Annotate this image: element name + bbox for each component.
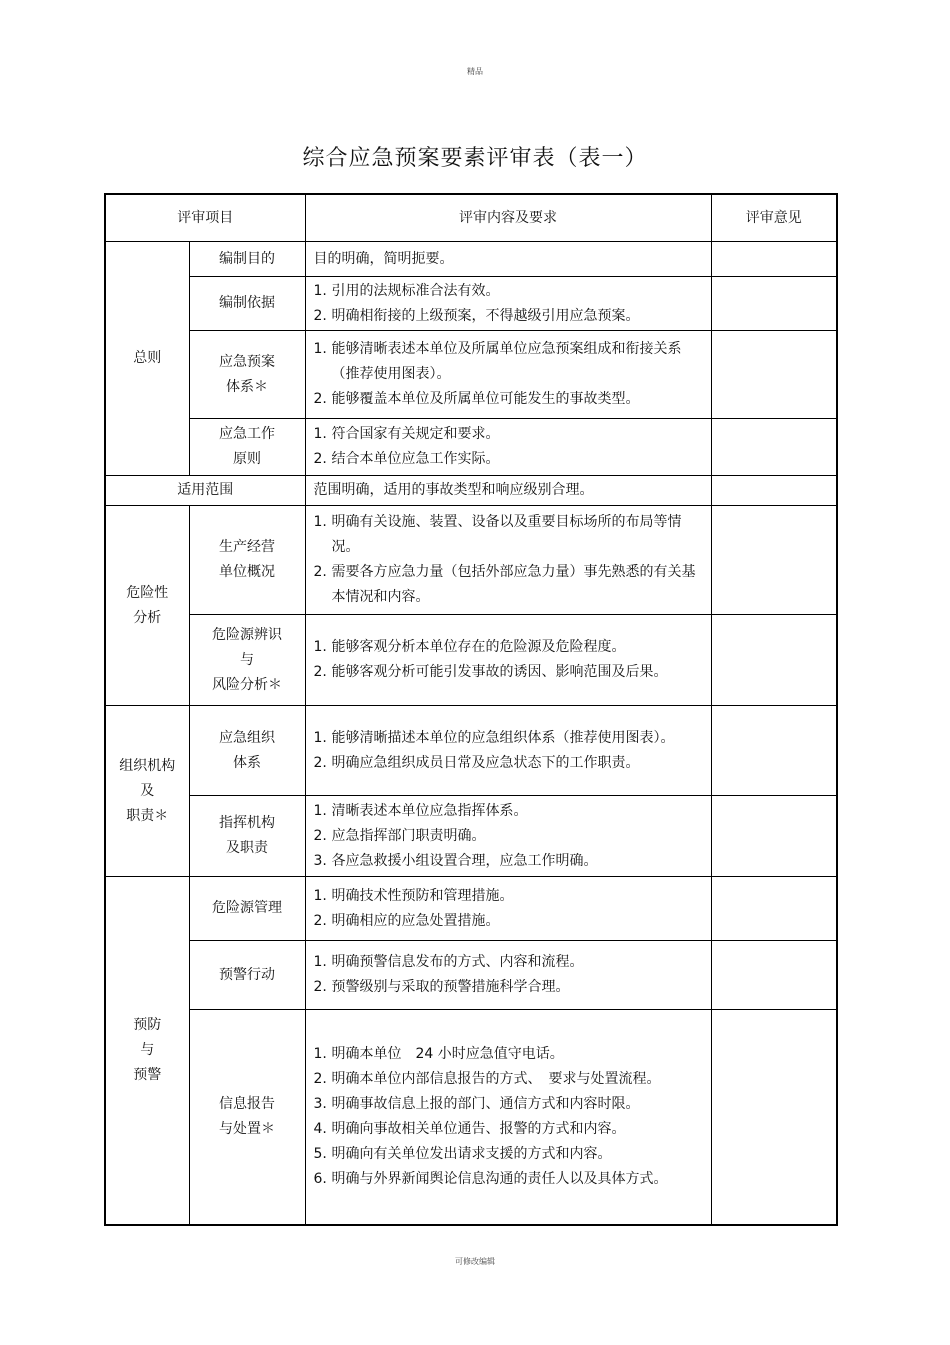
review-content [305,615,711,706]
item-number: 2. [313,1070,327,1087]
sub-item-name: 应急组织 体系 [189,706,305,796]
group-name: 组织机构 及 职责＊ [105,706,189,877]
requirement-item [314,304,703,329]
review-content [305,1010,711,1225]
table-row [105,331,837,419]
sub-item-name: 编制目的 [189,242,305,277]
review-opinion-cell [711,941,837,1010]
table-row [105,706,837,796]
item-number: 1. [313,639,327,655]
item-text: 明确技术性预防和管理措施。 [331,887,514,904]
item-text: 明确相衔接的上级预案，不得越级引用应急预案。 [331,307,640,324]
item-number: 2. [313,451,327,467]
item-number: 1. [313,514,327,530]
item-text: 需要各方应急力量（包括外部应急力量）事先熟悉的有关基本情况和内容。 [331,564,696,605]
sub-item-name: 信息报告 与处置＊ [189,1010,305,1225]
review-opinion-cell [711,706,837,796]
item-text: 结合本单位应急工作实际。 [331,451,500,467]
requirement-item [314,1117,703,1142]
requirement-item [314,975,703,1000]
requirement-item [314,447,703,472]
requirement-item [314,660,703,685]
table-row [105,941,837,1010]
review-content [305,331,711,419]
sub-item-name: 预警行动 [189,941,305,1010]
group-name: 预防 与 预警 [105,877,189,1225]
item-number: 1. [313,954,327,970]
sub-item-name: 生产经营 单位概况 [189,506,305,615]
item-text: 明确本单位 24 小时应急值守电话。 [331,1045,564,1062]
item-number: 2. [313,307,327,324]
review-content [305,706,711,796]
review-opinion-cell [711,242,837,277]
table-header-row [105,194,837,242]
group-name: 危险性 分析 [105,506,189,706]
table-row [105,506,837,615]
item-text: 明确预警信息发布的方式、内容和流程。 [331,954,584,970]
review-content: 目的明确，简明扼要。 [305,242,711,277]
item-text: 能够清晰表述本单位及所属单位应急预案组成和衔接关系（推荐使用图表）。 [331,341,682,382]
item-text: 明确应急组织成员日常及应急状态下的工作职责。 [331,754,640,771]
sub-item-name: 危险源管理 [189,877,305,941]
review-opinion-cell [711,419,837,476]
item-text: 明确有关设施、装置、设备以及重要目标场所的布局等情况。 [331,514,682,555]
page-title: 综合应急预案要素评审表（表一） [302,146,648,171]
table-row [105,242,837,277]
item-number: 1. [313,426,327,442]
item-number: 1. [313,802,327,819]
requirement-item [314,337,703,387]
table-row [105,796,837,877]
item-text: 清晰表述本单位应急指挥体系。 [331,802,528,819]
group-name: 适用范围 [105,476,305,506]
item-text: 能够客观分析可能引发事故的诱因、影响范围及后果。 [331,664,668,680]
review-opinion-cell [711,331,837,419]
review-opinion-cell [711,476,837,506]
item-number: 6. [313,1170,327,1187]
table-row [105,615,837,706]
item-number: 1. [313,282,327,299]
group-name: 总则 [105,242,189,476]
item-text: 明确本单位内部信息报告的方式、 要求与处置流程。 [331,1070,661,1087]
review-opinion-cell [711,1010,837,1225]
review-content [305,277,711,331]
header-review-content: 评审内容及要求 [305,194,711,242]
requirement-item [314,824,703,849]
item-text: 符合国家有关规定和要求。 [331,426,500,442]
review-opinion-cell [711,277,837,331]
item-number: 1. [313,729,327,746]
review-opinion-cell [711,615,837,706]
review-content [305,796,711,877]
requirement-item [314,1067,703,1092]
item-number: 3. [313,1095,327,1112]
item-number: 2. [313,391,327,407]
requirement-item [314,387,703,412]
item-number: 2. [313,979,327,995]
footer-mark: 可修改编辑 [455,1257,495,1266]
requirement-item [314,510,703,560]
item-text: 明确向有关单位发出请求支援的方式和内容。 [331,1145,612,1162]
requirement-item [314,560,703,610]
header-mark: 精品 [467,67,483,76]
item-text: 各应急救援小组设置合理，应急工作明确。 [331,852,598,869]
review-opinion-cell [711,796,837,877]
item-text: 预警级别与采取的预警措施科学合理。 [331,979,570,995]
requirement-item [314,1167,703,1192]
item-text: 明确向事故相关单位通告、报警的方式和内容。 [331,1120,626,1137]
item-number: 3. [313,852,327,869]
header-review-item: 评审项目 [105,194,305,242]
item-text: 明确与外界新闻舆论信息沟通的责任人以及具体方式。 [331,1170,668,1187]
item-text: 能够覆盖本单位及所属单位可能发生的事故类型。 [331,391,640,407]
requirement-item [314,950,703,975]
sub-item-name: 应急工作 原则 [189,419,305,476]
table-row [105,476,837,506]
item-text: 能够清晰描述本单位的应急组织体系（推荐使用图表）。 [331,729,675,746]
requirement-item [314,884,703,909]
item-number: 2. [313,664,327,680]
sub-item-name: 应急预案 体系＊ [189,331,305,419]
requirement-item [314,726,703,751]
requirement-item [314,849,703,874]
review-opinion-cell [711,877,837,941]
item-text: 明确相应的应急处置措施。 [331,912,500,929]
requirement-item [314,1142,703,1167]
review-content [305,419,711,476]
item-number: 1. [313,341,327,357]
item-number: 1. [313,1045,327,1062]
item-text: 应急指挥部门职责明确。 [331,827,486,844]
header-review-opinion: 评审意见 [711,194,837,242]
review-table [104,193,838,1226]
review-content [305,877,711,941]
review-content [305,506,711,615]
item-text: 引用的法规标准合法有效。 [331,282,500,299]
sub-item-name: 编制依据 [189,277,305,331]
review-content: 范围明确，适用的事故类型和响应级别合理。 [305,476,711,506]
sub-item-name: 危险源辨识 与 风险分析＊ [189,615,305,706]
table-row [105,419,837,476]
item-text: 明确事故信息上报的部门、通信方式和内容时限。 [331,1095,640,1112]
requirement-item [314,909,703,934]
requirement-item [314,635,703,660]
item-number: 2. [313,912,327,929]
item-number: 2. [313,754,327,771]
item-number: 1. [313,887,327,904]
requirement-item [314,279,703,304]
requirement-item [314,799,703,824]
requirement-item [314,422,703,447]
requirement-item [314,1092,703,1117]
sub-item-name: 指挥机构 及职责 [189,796,305,877]
item-number: 2. [313,827,327,844]
requirement-item [314,1042,703,1067]
table-row [105,877,837,941]
table-row [105,1010,837,1225]
table-row [105,277,837,331]
item-number: 4. [313,1120,327,1137]
review-content [305,941,711,1010]
requirement-item [314,751,703,776]
item-number: 2. [313,564,327,580]
item-number: 5. [313,1145,327,1162]
item-text: 能够客观分析本单位存在的危险源及危险程度。 [331,639,626,655]
review-opinion-cell [711,506,837,615]
